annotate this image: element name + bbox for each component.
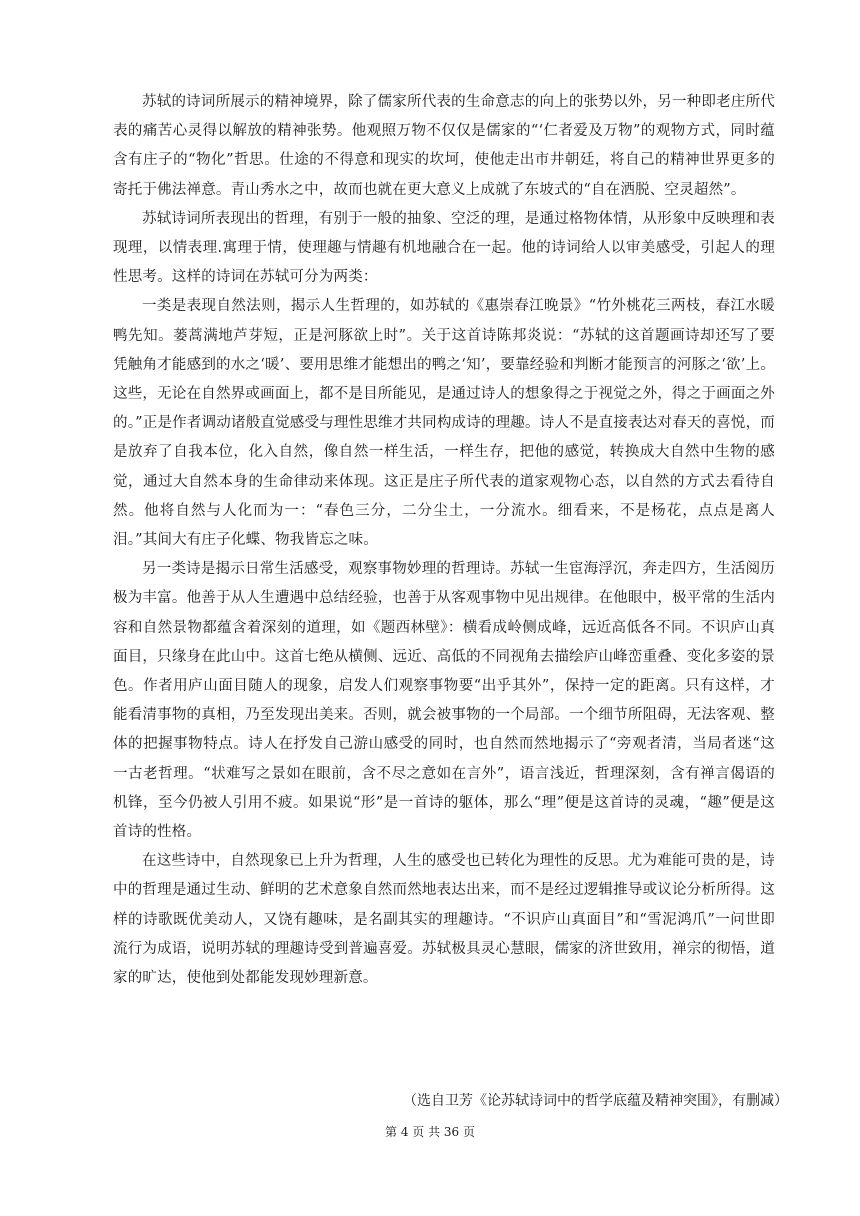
paragraph-3: 一类是表现自然法则，揭示人生哲理的，如苏轼的《惠崇春江晚景》“竹外桃花三两枝，春江水暖鸭先知。蒌蒿满地芦芽短，正是河豚欲上时”。关于这首诗陈邦炎说：“苏轼的这首题画诗却还写了要凭触角才能感到的水之‘暖’、要用思维才能想出的鸭之‘知’，要靠经验和判断才能预言的河豚之‘欲’上。这些，无论在自然界或画面上，都不是目所能见，是通过诗人的想象得之于视觉之外，得之于画面之外的。”正是作者调动诸般直觉感受与理性思维才共同构成诗的理趣。诗人不是直接表达对春天的喜悦，而是放弃了自我本位，化入自然，像自然一样生活，一样生存，把他的感觉，转换成大自然中生物的感觉，通过大自然本身的生命律动来体现。这正是庄子所代表的道家观物心态，以自然的方式去看待自然。他将自然与人化而为一：“春色三分，二分尘土，一分流水。细看来，不是杨花，点点是离人泪。”其间大有庄子化蝶、物我皆忘之味。: [113, 298, 775, 549]
article-body: [113, 88, 775, 993]
paragraph-1: 苏轼的诗词所展示的精神境界，除了儒家所代表的生命意志的向上的张势以外，另一种即老庄所代表的痛苦心灵得以解放的精神张势。他观照万物不仅仅是儒家的“‘仁者爱及万物”的观物方式，同时蕴含有庄子的“物化”哲思。仕途的不得意和现实的坎坷，使他走出市井朝廷，将自己的精神世界更多的寄托于佛法禅意。青山秀水之中，故而也就在更大意义上成就了东坡式的“自在洒脱、空灵超然”。: [113, 94, 775, 198]
paragraph-4: 另一类诗是揭示日常生活感受，观察事物妙理的哲理诗。苏轼一生宦海浮沉，奔走四方，生活阅历极为丰富。他善于从人生遭遇中总结经验，也善于从客观事物中见出规律。在他眼中，极平常的生活内容和自然景物都蕴含着深刻的道理，如《题西林壁》：横看成岭侧成峰，远近高低各不同。不识庐山真面目，只缘身在此山中。这首七绝从横侧、远近、高低的不同视角去描绘庐山峰峦重叠、变化多姿的景色。作者用庐山面目随人的现象，启发人们观察事物要“出乎其外”，保持一定的距离。只有这样，才能看清事物的真相，乃至发现出美来。否则，就会被事物的一个局部。一个细节所阻碍，无法客观、整体的把握事物特点。诗人在抒发自己游山感受的同时，也自然而然地揭示了“旁观者清，当局者迷“这一古老哲理。“状难写之景如在眼前，含不尽之意如在言外”，语言浅近，哲理深刻，含有禅言偈语的机锋，至今仍被人引用不疲。如果说“形”是一首诗的躯体，那么“理”便是这首诗的灵魂，“趣”便是这首诗的性格。: [113, 561, 775, 841]
paragraph-2: 苏轼诗词所表现出的哲理，有别于一般的抽象、空泛的理，是通过格物体情，从形象中反映理和表现理，以情表理.寓理于情，使理趣与情趣有机地融合在一起。他的诗词给人以审美感受，引起人的理性思考。这样的诗词在苏轼可分为两类：: [113, 210, 775, 286]
paragraph-5: 在这些诗中，自然现象已上升为哲理，人生的感受也已转化为理性的反思。尤为难能可贵的是，诗中的哲理是通过生动、鲜明的艺术意象自然而然地表达出来，而不是经过逻辑推导或议论分析所得。这样的诗歌既优美动人，又饶有趣味，是名副其实的理趣诗。“不识庐山真面目”和“雪泥鸿爪”一问世即流行为成语，说明苏轼的理趣诗受到普遍喜爱。苏轼极具灵心慧眼，儒家的济世致用，禅宗的彻悟，道家的旷达，使他到处都能发现妙理新意。: [113, 853, 775, 987]
page-number: 第 4 页 共 36 页: [385, 1125, 475, 1139]
source-citation: （选自卫芳《论苏轼诗词中的哲学底蕴及精神突围》，有删减）: [403, 1093, 788, 1109]
